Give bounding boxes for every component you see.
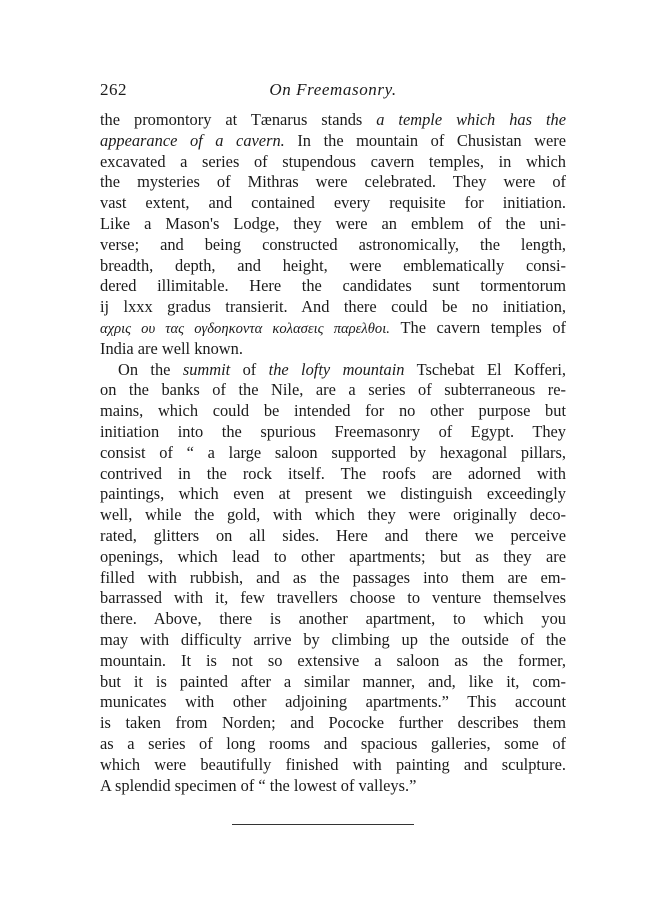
text-line: initiation into the spurious Freemasonry of Egypt. They bbox=[100, 421, 566, 441]
text-line: but it is painted after a similar manner, and, like it, com- bbox=[100, 671, 566, 691]
text-line: consist of “ a large saloon supported by hexagonal pillars, bbox=[100, 442, 566, 462]
text-segment: In the mountain of Chusistan were bbox=[284, 130, 566, 150]
text-segment: The cavern temples of bbox=[389, 317, 566, 337]
text-line bbox=[100, 110, 566, 131]
text-line: mains, which could be intended for no other purpose but bbox=[100, 401, 566, 421]
text-line: the mysteries of Mithras were celebrated. They were of bbox=[100, 172, 566, 192]
text-line: on the banks of the Nile, are a series of subterraneous re- bbox=[100, 380, 566, 400]
text-line: India are well known. bbox=[100, 338, 243, 358]
page-number: 262 bbox=[100, 80, 127, 99]
text-line: breadth, depth, and height, were emblematically consi- bbox=[100, 255, 566, 275]
italic-phrase: appearance of a cavern. bbox=[100, 130, 285, 150]
text-line: vast extent, and contained every requisite for initiation. bbox=[100, 193, 566, 213]
text-line: may with difficulty arrive by climbing up the outside of the bbox=[100, 629, 566, 649]
text-line: municates with other adjoining apartments.” This account bbox=[100, 692, 566, 712]
running-title: On Freemasonry. bbox=[269, 80, 397, 99]
body-text bbox=[100, 110, 566, 796]
section-divider bbox=[232, 824, 414, 825]
text-line: as a series of long rooms and spacious galleries, some of bbox=[100, 733, 566, 753]
text-line: rated, glitters on all sides. Here and there we perceive bbox=[100, 525, 566, 545]
text-line bbox=[100, 360, 566, 381]
text-line: contrived in the rock itself. The roofs are adorned with bbox=[100, 463, 566, 483]
text-line: mountain. It is not so extensive a saloon as the former, bbox=[100, 650, 566, 670]
text-line: A splendid specimen of “ the lowest of valleys.” bbox=[100, 775, 417, 795]
text-line: paintings, which even at present we distinguish exceedingly bbox=[100, 484, 566, 504]
text-segment: the promontory at Tænarus stands bbox=[100, 110, 377, 129]
text-line: well, while the gold, with which they were originally deco- bbox=[100, 505, 566, 525]
text-segment: Tschebat El Kofferi, bbox=[404, 359, 566, 379]
text-line: excavated a series of stupendous cavern temples, in which bbox=[100, 151, 566, 171]
text-line: verse; and being constructed astronomically, the length, bbox=[100, 234, 566, 254]
text-line bbox=[100, 318, 566, 339]
italic-phrase: summit bbox=[182, 359, 231, 379]
italic-phrase: a temple which has the bbox=[376, 110, 566, 129]
text-line: ij lxxx gradus transierit. And there could be no initiation, bbox=[100, 297, 566, 317]
text-line: there. Above, there is another apartment, to which you bbox=[100, 609, 566, 629]
text-line: dered illimitable. Here the candidates sunt tormentorum bbox=[100, 276, 566, 296]
text-line: Like a Mason's Lodge, they were an emblem of the uni- bbox=[100, 213, 566, 233]
text-segment: of bbox=[230, 359, 269, 379]
text-line: which were beautifully finished with painting and sculpture. bbox=[100, 754, 566, 774]
text-line: is taken from Norden; and Pococke further describes them bbox=[100, 713, 566, 733]
page-header bbox=[100, 80, 566, 104]
text-line: filled with rubbish, and as the passages into them are em- bbox=[100, 567, 566, 587]
text-line bbox=[100, 131, 566, 152]
greek-quote: αχρις ου τας ογδοηκοντα κολασεις παρελθοι. bbox=[100, 320, 390, 337]
text-line: barrassed with it, few travellers choose to venture themselves bbox=[100, 588, 566, 608]
italic-phrase: the lofty mountain bbox=[268, 359, 405, 379]
text-line: openings, which lead to other apartments; but as they are bbox=[100, 546, 566, 566]
text-segment: On the bbox=[118, 359, 183, 379]
